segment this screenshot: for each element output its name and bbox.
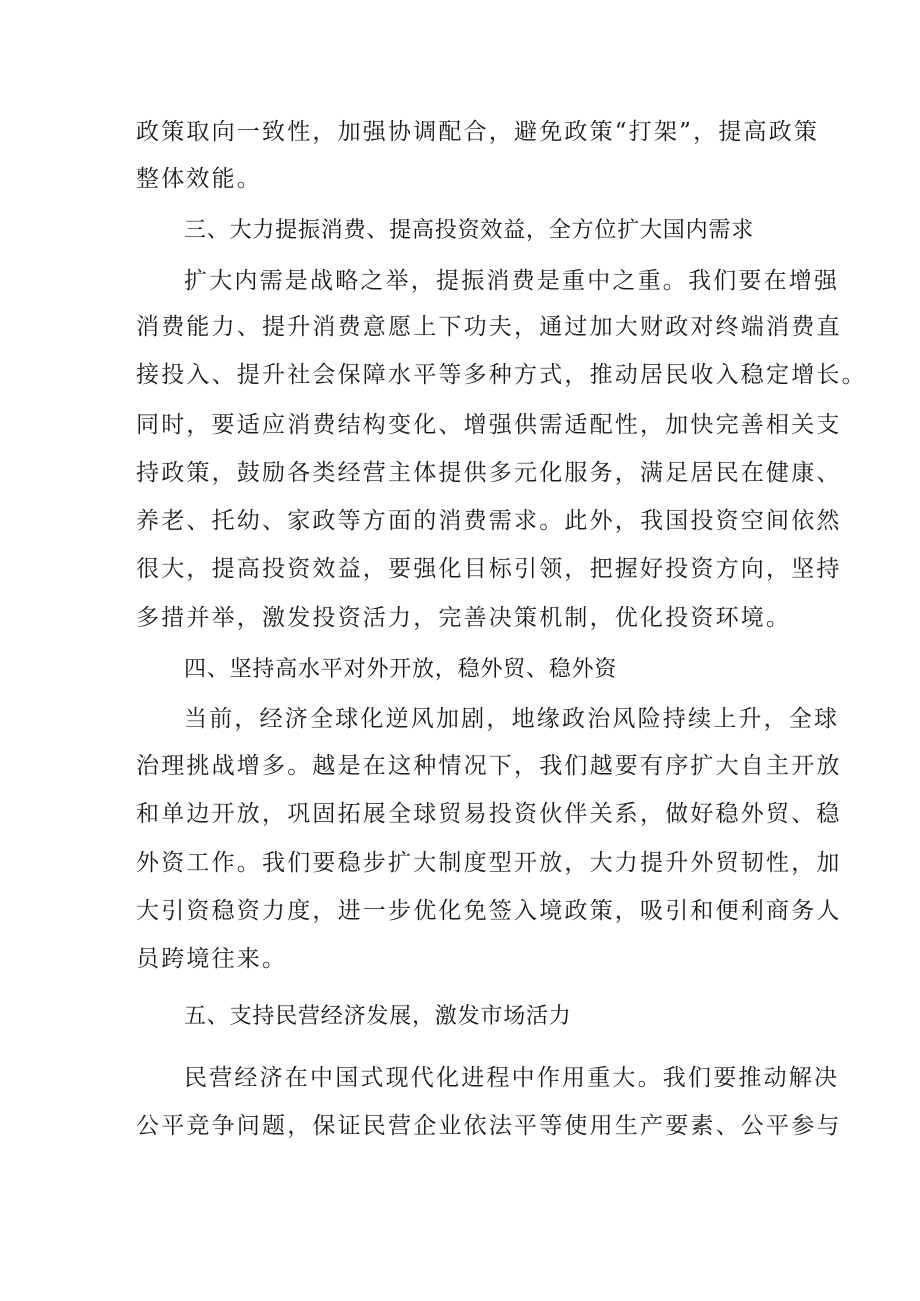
paragraph-line: 和单边开放，巩固拓展全球贸易投资伙伴关系，做好稳外贸、稳: [136, 801, 842, 827]
paragraph-line: 大引资稳资力度，进一步优化免签入境政策，吸引和便利商务人: [136, 898, 842, 924]
paragraph-line: 治理挑战增多。越是在这种情况下，我们越要有序扩大自主开放: [136, 753, 842, 779]
paragraph-line: 政策取向一致性，加强协调配合，避免政策“打架”，提高政策: [136, 119, 820, 145]
section-heading-5: 五、支持民营经济发展，激发市场活力: [184, 1004, 572, 1029]
paragraph-line: 消费能力、提升消费意愿上下功夫，通过加大财政对终端消费直: [136, 314, 842, 340]
paragraph-line: 扩大内需是战略之举，提振消费是重中之重。我们要在增强: [184, 268, 840, 294]
paragraph-line: 整体效能。: [136, 166, 262, 192]
section-heading-4: 四、坚持高水平对外开放，稳外贸、稳外资: [184, 657, 618, 682]
paragraph-line: 接投入、提升社会保障水平等多种方式，推动居民收入稳定增长。: [136, 362, 867, 388]
paragraph-line: 员跨境往来。: [136, 946, 288, 972]
paragraph-line: 很大，提高投资效益，要强化目标引领，把握好投资方向，坚持: [136, 556, 842, 582]
paragraph-line: 持政策，鼓励各类经营主体提供多元化服务，满足居民在健康、: [136, 460, 842, 486]
section-heading-3: 三、大力提振消费、提高投资效益，全方位扩大国内需求: [184, 218, 755, 243]
paragraph-line: 公平竞争问题，保证民营企业依法平等使用生产要素、公平参与: [136, 1113, 842, 1139]
paragraph-line: 养老、托幼、家政等方面的消费需求。此外，我国投资空间依然: [136, 508, 842, 534]
paragraph-line: 同时，要适应消费结构变化、增强供需适配性，加快完善相关支: [136, 412, 842, 438]
paragraph-line: 当前，经济全球化逆风加剧，地缘政治风险持续上升，全球: [184, 706, 840, 732]
paragraph-line: 多措并举，激发投资活力，完善决策机制，优化投资环境。: [136, 605, 792, 631]
paragraph-line: 民营经济在中国式现代化进程中作用重大。我们要推动解决: [184, 1065, 840, 1091]
paragraph-line: 外资工作。我们要稳步扩大制度型开放，大力提升外贸韧性，加: [136, 850, 842, 876]
